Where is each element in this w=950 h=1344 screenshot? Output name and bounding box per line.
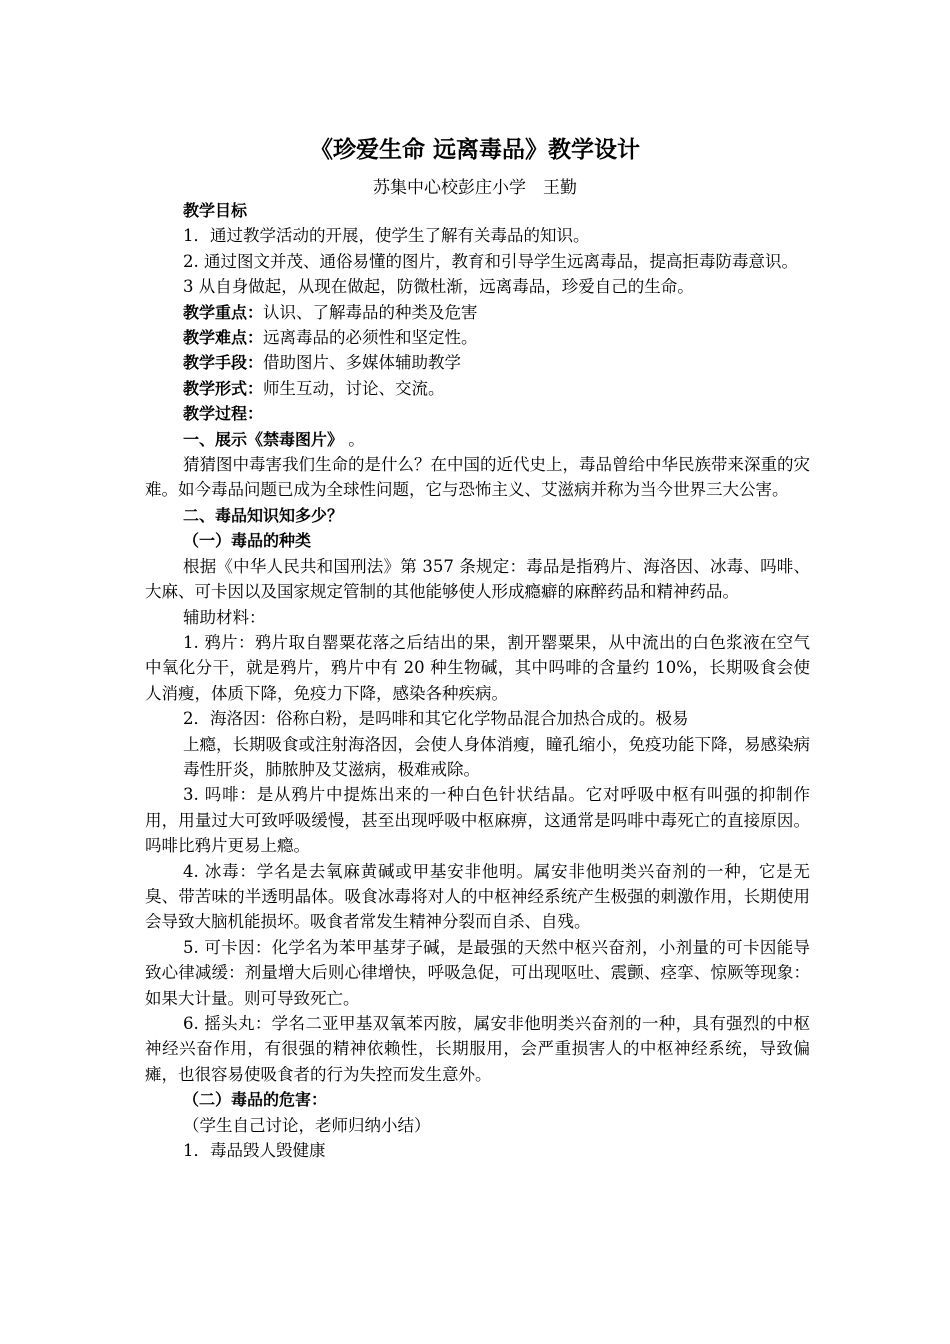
author-line: 苏集中心校彭庄小学 王勤: [373, 178, 577, 198]
form-label: 教学形式：: [183, 378, 264, 398]
means-label: 教学手段：: [183, 353, 264, 373]
drug-item: 5. 可卡因：化学名为苯甲基芽子碱，是最强的天然中枢兴奋剂，小剂量的可卡因能导致心律减缓：剂量增大后则心律增快，呼吸急促，可出现呕吐、震颤、痉挛、惊厥等现象：如果大计量。则可导致死亡。: [145, 937, 810, 1008]
key-points-line: [145, 300, 810, 325]
difficulty-value: 远离毒品的必须性和坚定性。: [263, 328, 478, 348]
section1-heading-tail: 。: [343, 429, 365, 449]
difficulty-label: 教学难点：: [183, 328, 264, 348]
means-value: 借助图片、多媒体辅助教学: [263, 353, 462, 373]
drug-item: 2．海洛因：俗称白粉，是吗啡和其它化学物品混合加热合成的。极易: [183, 709, 689, 729]
form-value: 师生互动，讨论、交流。: [263, 378, 445, 398]
process-heading: 教学过程：: [183, 404, 264, 424]
drug-item: 6. 摇头丸：学名二亚甲基双氧苯丙胺，属安非他明类兴奋剂的一种，具有强烈的中枢神经兴奋作用，有很强的精神依赖性，长期服用，会严重损害人的中枢神经系统，导致偏瘫，也很容易使吸食者的行为失控而发生意外。: [145, 1014, 810, 1084]
goal-item: 3 从自身做起，从现在做起，防微杜渐，远离毒品，珍爱自己的生命。: [183, 277, 694, 297]
difficulty-line: [145, 325, 810, 350]
drug-item: 4. 冰毒：学名是去氧麻黄碱或甲基安非他明。属安非他明类兴奋剂的一种，它是无臭、带苦味的半透明晶体。吸食冰毒将对人的中枢神经系统产生极强的刺激作用，长期使用会导致大脑机能损坏。吸食者常发生精神分裂而自杀、自残。: [145, 861, 810, 932]
section1-heading: 一、展示《禁毒图片》: [183, 429, 344, 449]
section2-sub2-item: 1．毒品毁人毁健康: [183, 1141, 326, 1161]
goal-item: 1．通过教学活动的开展，使学生了解有关毒品的知识。: [183, 226, 590, 246]
law-paragraph: 根据《中华人民共和国刑法》第 357 条规定：毒品是指鸦片、海洛因、冰毒、吗啡、大麻、可卡因以及国家规定管制的其他能够使人形成瘾癖的麻醉药品和精神药品。: [145, 556, 810, 602]
goal-item: 2. 通过图文并茂、通俗易懂的图片，教育和引导学生远离毒品，提高拒毒防毒意识。: [183, 251, 798, 271]
document-title: 《珍爱生命 远离毒品》教学设计: [309, 137, 640, 163]
drug-item: 3. 吗啡：是从鸦片中提炼出来的一种白色针状结晶。它对呼吸中枢有叫强的抑制作用，用量过大可致呼吸缓慢，甚至出现呼吸中枢麻痹，这通常是吗啡中毒死亡的直接原因。吗啡比鸦片更易上瘾。: [145, 785, 810, 856]
section1-heading-line: [145, 427, 810, 452]
drug-item: 1. 鸦片：鸦片取自罂粟花落之后结出的果，割开罂粟果，从中流出的白色浆液在空气中氧化分干，就是鸦片，鸦片中有 20 种生物碱，其中吗啡的含量约 10%，长期吸食会使人消瘦，体质下降，免疫力下降，感染各种疾病。: [145, 632, 810, 703]
section2-heading: 二、毒品知识知多少？: [183, 505, 344, 525]
section2-sub1-heading: （一）毒品的种类: [183, 531, 312, 551]
key-points-value: 认识、了解毒品的种类及危害: [263, 302, 478, 322]
form-line: [145, 376, 810, 401]
section2-sub2-heading: （二）毒品的危害：: [183, 1090, 328, 1110]
means-line: [145, 350, 810, 375]
aux-label: 辅助材料：: [183, 607, 266, 627]
goals-heading: 教学目标: [183, 201, 248, 220]
drug-item-continuation: 上瘾，长期吸食或注射海洛因，会使人身体消瘦，瞳孔缩小，免疫功能下降，易感染病毒性肝炎，肺脓肿及艾滋病，极难戒除。: [183, 734, 810, 779]
key-points-label: 教学重点：: [183, 302, 264, 322]
section2-sub2-note: （学生自己讨论，老师归纳小结）: [183, 1115, 431, 1135]
section1-text: 猜猜图中毒害我们生命的是什么？在中国的近代史上，毒品曾给中华民族带来深重的灾难。如今毒品问题已成为全球性问题，它与恐怖主义、艾滋病并称为当今世界三大公害。: [145, 455, 810, 500]
document-body: [145, 198, 810, 1163]
